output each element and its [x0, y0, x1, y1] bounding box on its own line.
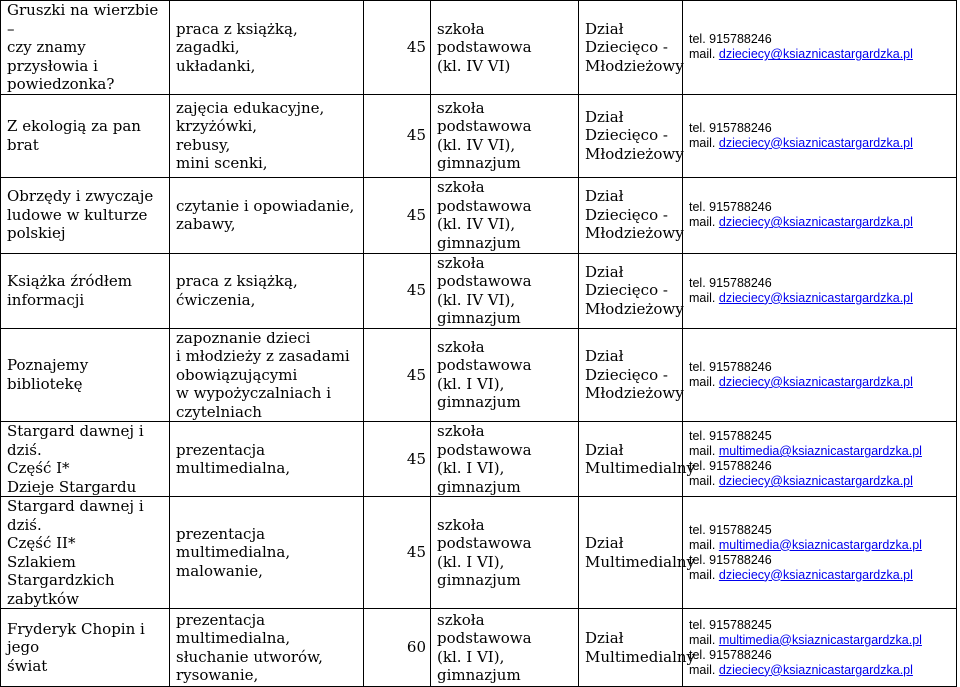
audience-line: szkoła podstawowa — [437, 178, 532, 215]
audience-line: szkoła podstawowa — [437, 337, 532, 375]
lesson-forms-cell — [170, 94, 364, 177]
contact-cell — [683, 328, 957, 422]
audience-line: szkoła podstawowa — [437, 422, 532, 459]
department-line: Dział — [585, 262, 624, 281]
contact-email-link[interactable]: dzieciecy@ksiaznicastargardzka.pl — [718, 374, 913, 389]
lesson-title-cell — [1, 328, 170, 422]
lesson-forms-line: rysowanie, — [176, 666, 259, 684]
lesson-title-cell — [1, 1, 170, 95]
audience-line: (kl. IV VI), — [437, 215, 516, 233]
lesson-forms-line: multimedialna, — [176, 543, 291, 562]
audience-line: (kl. IV VI) — [437, 56, 511, 75]
audience-line: (kl. I VI), — [437, 647, 505, 666]
lesson-title-line: Poznajemy bibliotekę — [7, 356, 89, 393]
contact-email-line — [689, 47, 950, 62]
lesson-title-line: informacji — [7, 290, 85, 309]
table-row — [1, 328, 957, 422]
lesson-forms-line: praca z książką, — [176, 272, 298, 290]
audience-line: szkoła podstawowa — [437, 610, 532, 647]
audience-line: gimnazjum — [437, 393, 521, 412]
department-line: Młodzieżowy — [585, 224, 684, 243]
contact-phone: tel. 915788246 — [689, 275, 772, 290]
lesson-title-line: Gruszki na wierzbie – — [7, 1, 159, 38]
audience-line: gimnazjum — [437, 154, 521, 172]
department-line: Dział — [585, 629, 624, 647]
audience-cell — [431, 94, 579, 177]
audience-line: (kl. IV VI), — [437, 290, 516, 309]
lesson-forms-line: ćwiczenia, — [176, 290, 256, 309]
contact-cell — [683, 1, 957, 95]
lesson-forms-cell — [170, 253, 364, 328]
lesson-title-line: czy znamy przysłowia i — [7, 38, 98, 75]
lesson-forms-line: zapoznanie dzieci — [176, 328, 311, 347]
contact-email-link[interactable]: multimedia@ksiaznicastargardzka.pl — [718, 632, 922, 647]
department-line: Młodzieżowy — [585, 144, 684, 163]
lesson-forms-line: multimedialna, — [176, 629, 291, 647]
duration-cell: 45 — [364, 328, 431, 422]
contact-phone: tel. 915788246 — [689, 647, 772, 662]
contact-email-line — [689, 538, 950, 553]
contact-phone: tel. 915788246 — [689, 359, 772, 374]
lesson-forms-cell — [170, 1, 364, 95]
contact-email-prefix: mail. — [689, 374, 719, 389]
lesson-forms-line: i młodzieży z zasadami — [176, 347, 350, 365]
contact-phone: tel. 915788246 — [689, 120, 772, 135]
lesson-forms-line: zabawy, — [176, 215, 236, 233]
table-row — [1, 94, 957, 177]
lesson-forms-line: zajęcia edukacyjne, — [176, 98, 325, 117]
contact-phone: tel. 915788245 — [689, 617, 772, 632]
contact-email-prefix: mail. — [689, 632, 719, 647]
lesson-title-line: polskiej — [7, 224, 66, 243]
lesson-title-cell — [1, 94, 170, 177]
table-row — [1, 253, 957, 328]
department-line: Multimedialny — [585, 459, 696, 477]
lesson-title-line: Część I* — [7, 459, 70, 477]
lesson-forms-line: słuchanie utworów, — [176, 647, 323, 666]
department-line: Dziecięco - — [585, 126, 668, 145]
lesson-forms-line: rebusy, — [176, 135, 231, 154]
lesson-title-line: Książka źródłem — [7, 272, 133, 290]
contact-email-prefix: mail. — [689, 662, 719, 677]
department-line: Multimedialny — [585, 647, 696, 666]
contact-email-line — [689, 568, 950, 583]
department-cell — [579, 422, 696, 497]
contact-email-prefix: mail. — [689, 290, 719, 305]
table-row — [1, 177, 957, 253]
contact-email-prefix: mail. — [689, 444, 719, 458]
audience-cell — [431, 1, 579, 95]
audience-cell — [431, 177, 579, 253]
department-line: Dziecięco - — [585, 281, 668, 300]
duration-cell: 45 — [364, 1, 431, 95]
contact-cell — [683, 422, 957, 497]
lesson-title-line: Szlakiem Stargardzkich — [7, 552, 115, 589]
department-line: Młodzieżowy — [585, 299, 684, 318]
lesson-title-line: Dzieje Stargardu — [7, 477, 137, 496]
lesson-title-line: Obrzędy i zwyczaje — [7, 187, 154, 206]
contact-cell — [683, 609, 957, 687]
lesson-title-line: zabytków — [7, 589, 79, 608]
lesson-forms-cell — [170, 177, 364, 253]
audience-cell — [431, 328, 579, 422]
department-line: Dział — [585, 19, 624, 38]
department-cell — [579, 177, 683, 253]
lesson-title-line: Stargard dawnej i dziś. — [7, 497, 144, 534]
table-row — [1, 422, 957, 497]
lesson-title-line: Część II* — [7, 534, 76, 552]
audience-cell — [431, 422, 579, 497]
duration-cell: 45 — [364, 94, 431, 177]
contact-email-link[interactable]: dzieciecy@ksiaznicastargardzka.pl — [718, 567, 913, 582]
contact-cell — [683, 177, 957, 253]
duration-cell: 45 — [364, 253, 431, 328]
department-line: Młodzieżowy — [585, 56, 684, 75]
lesson-forms-line: układanki, — [176, 56, 256, 75]
lesson-forms-cell — [170, 328, 364, 422]
lesson-forms-cell — [170, 609, 364, 687]
lesson-forms-line: malowanie, — [176, 561, 263, 580]
contact-phone: tel. 915788245 — [689, 429, 772, 443]
contact-email-prefix: mail. — [689, 135, 719, 150]
contact-email-prefix: mail. — [689, 537, 719, 552]
lesson-forms-line: obowiązującymi — [176, 365, 298, 384]
lesson-forms-cell — [170, 497, 364, 609]
lesson-forms-line: prezentacja — [176, 524, 266, 543]
duration-cell: 45 — [364, 177, 431, 253]
audience-line: (kl. I VI), — [437, 374, 505, 393]
lesson-forms-line: czytelniach — [176, 402, 262, 421]
lesson-title-cell — [1, 253, 170, 328]
lesson-title-line: Stargard dawnej i dziś. — [7, 422, 144, 459]
contact-email-prefix: mail. — [689, 215, 719, 229]
contact-email-link[interactable]: dzieciecy@ksiaznicastargardzka.pl — [718, 290, 913, 305]
audience-line: (kl. I VI), — [437, 459, 505, 477]
department-line: Dziecięco - — [585, 365, 668, 384]
audience-line: szkoła podstawowa — [437, 19, 532, 56]
audience-line: gimnazjum — [437, 666, 521, 684]
department-line: Dział — [585, 440, 624, 459]
department-line: Dział — [585, 187, 624, 206]
duration-cell: 60 — [364, 609, 431, 687]
department-cell — [579, 609, 696, 687]
contact-email-line — [689, 291, 950, 306]
contact-email-line — [689, 215, 950, 230]
department-line: Multimedialny — [585, 552, 696, 571]
lesson-forms-cell — [170, 422, 364, 497]
contact-phone: tel. 915788246 — [689, 459, 772, 473]
duration-cell: 45 — [364, 422, 431, 497]
contact-email-link[interactable]: multimedia@ksiaznicastargardzka.pl — [718, 444, 922, 458]
lesson-forms-line: w wypożyczalniach i — [176, 384, 332, 402]
contact-phone: tel. 915788245 — [689, 522, 772, 537]
contact-email-link[interactable]: dzieciecy@ksiaznicastargardzka.pl — [718, 47, 913, 62]
department-line: Dział — [585, 347, 624, 365]
department-line: Dziecięco - — [585, 38, 668, 56]
department-line: Młodzieżowy — [585, 384, 684, 402]
contact-cell — [683, 497, 957, 609]
lesson-title-line: Fryderyk Chopin i jego — [7, 619, 145, 657]
audience-line: szkoła podstawowa — [437, 98, 532, 135]
contact-email-link[interactable]: dzieciecy@ksiaznicastargardzka.pl — [718, 215, 913, 229]
contact-email-line — [689, 663, 950, 678]
lesson-title-line: powiedzonka? — [7, 75, 115, 93]
contact-email-prefix: mail. — [689, 47, 719, 62]
duration-cell: 45 — [364, 497, 431, 609]
table-row — [1, 609, 957, 687]
contact-phone: tel. 915788246 — [689, 200, 772, 214]
lesson-title-cell — [1, 609, 170, 687]
contact-phone: tel. 915788246 — [689, 552, 772, 567]
audience-line: szkoła podstawowa — [437, 515, 532, 552]
department-cell — [579, 253, 683, 328]
department-cell — [579, 1, 683, 95]
lesson-title-line: Z ekologią za pan brat — [7, 117, 141, 154]
contact-email-line — [689, 444, 950, 459]
lesson-title-line: świat — [7, 656, 48, 675]
lesson-title-cell — [1, 177, 170, 253]
department-cell — [579, 94, 683, 177]
contact-email-line — [689, 136, 950, 151]
audience-line: gimnazjum — [437, 571, 521, 589]
table-row — [1, 1, 957, 95]
lesson-forms-line: praca z książką, zagadki, — [176, 19, 298, 56]
contact-email-prefix: mail. — [689, 474, 719, 488]
audience-line: (kl. I VI), — [437, 552, 505, 571]
lesson-title-cell — [1, 497, 170, 609]
lesson-forms-line: multimedialna, — [176, 459, 291, 477]
lesson-forms-line: mini scenki, — [176, 154, 268, 172]
table-row — [1, 497, 957, 609]
audience-line: gimnazjum — [437, 477, 521, 496]
lesson-title-cell — [1, 422, 170, 497]
lesson-forms-line: czytanie i opowiadanie, — [176, 196, 355, 215]
audience-cell — [431, 497, 579, 609]
table-body — [1, 1, 957, 687]
contact-email-link[interactable]: dzieciecy@ksiaznicastargardzka.pl — [718, 474, 913, 488]
department-cell — [579, 328, 683, 422]
audience-cell — [431, 253, 579, 328]
contact-email-line — [689, 375, 950, 390]
audience-line: (kl. IV VI), — [437, 135, 516, 154]
lesson-title-line: ludowe w kulturze — [7, 205, 148, 224]
audience-line: szkoła podstawowa — [437, 253, 532, 290]
department-line: Dziecięco - — [585, 205, 668, 224]
contact-cell — [683, 253, 957, 328]
lesson-forms-line: krzyżówki, — [176, 117, 258, 135]
department-line: Dział — [585, 534, 624, 552]
contact-email-line — [689, 633, 950, 648]
contact-phone: tel. 915788246 — [689, 32, 772, 47]
lesson-forms-line: prezentacja — [176, 610, 266, 629]
contact-email-link[interactable]: dzieciecy@ksiaznicastargardzka.pl — [718, 135, 913, 150]
lesson-forms-line: prezentacja — [176, 440, 266, 459]
contact-cell — [683, 94, 957, 177]
contact-email-prefix: mail. — [689, 567, 719, 582]
audience-cell — [431, 609, 579, 687]
audience-line: gimnazjum — [437, 233, 521, 252]
audience-line: gimnazjum — [437, 309, 521, 327]
department-line: Dział — [585, 107, 624, 126]
department-cell — [579, 497, 696, 609]
contact-email-link[interactable]: dzieciecy@ksiaznicastargardzka.pl — [718, 662, 913, 677]
contact-email-line — [689, 474, 950, 489]
contact-email-link[interactable]: multimedia@ksiaznicastargardzka.pl — [718, 537, 922, 552]
